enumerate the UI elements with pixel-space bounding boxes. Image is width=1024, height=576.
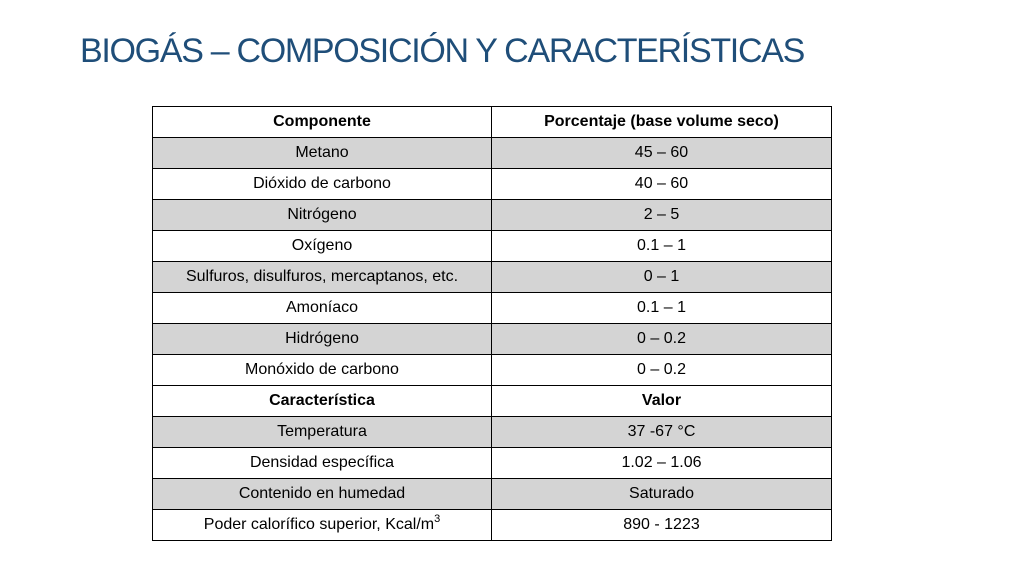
table-row xyxy=(153,200,832,231)
header-cell-characteristic: Característica xyxy=(153,386,492,417)
table-row xyxy=(153,138,832,169)
value-cell: 1.02 – 1.06 xyxy=(492,448,832,479)
characteristic-text: Poder calorífico superior, Kcal/m xyxy=(203,516,435,533)
value-cell: Saturado xyxy=(492,479,832,510)
component-cell: Nitrógeno xyxy=(153,200,492,231)
header-cell-value: Valor xyxy=(492,386,832,417)
table-row xyxy=(153,479,832,510)
percentage-cell: 2 – 5 xyxy=(492,200,832,231)
component-cell: Dióxido de carbono xyxy=(153,169,492,200)
biogas-table xyxy=(152,106,832,541)
characteristic-cell xyxy=(153,510,492,541)
percentage-cell: 0.1 – 1 xyxy=(492,231,832,262)
table-row xyxy=(153,293,832,324)
table-row xyxy=(153,510,832,541)
characteristic-cell: Contenido en humedad xyxy=(153,479,492,510)
composition-header-row xyxy=(153,107,832,138)
table-row xyxy=(153,231,832,262)
percentage-cell: 0 – 0.2 xyxy=(492,324,832,355)
value-cell: 37 -67 °C xyxy=(492,417,832,448)
component-cell: Hidrógeno xyxy=(153,324,492,355)
percentage-cell: 0 – 0.2 xyxy=(492,355,832,386)
component-cell: Monóxido de carbono xyxy=(153,355,492,386)
component-cell: Amoníaco xyxy=(153,293,492,324)
percentage-cell: 0 – 1 xyxy=(492,262,832,293)
percentage-cell: 45 – 60 xyxy=(492,138,832,169)
component-cell: Sulfuros, disulfuros, mercaptanos, etc. xyxy=(153,262,492,293)
slide-title: BIOGÁS – COMPOSICIÓN Y CARACTERÍSTICAS xyxy=(80,32,804,70)
characteristic-cell: Densidad específica xyxy=(153,448,492,479)
header-cell-component: Componente xyxy=(153,107,492,138)
table-row xyxy=(153,324,832,355)
header-cell-percentage: Porcentaje (base volume seco) xyxy=(492,107,832,138)
table-row xyxy=(153,169,832,200)
percentage-cell: 40 – 60 xyxy=(492,169,832,200)
table-row xyxy=(153,355,832,386)
component-cell: Oxígeno xyxy=(153,231,492,262)
superscript-exponent: 3 xyxy=(434,512,441,525)
component-cell: Metano xyxy=(153,138,492,169)
characteristic-cell: Temperatura xyxy=(153,417,492,448)
table-row xyxy=(153,417,832,448)
table-row xyxy=(153,262,832,293)
percentage-cell: 0.1 – 1 xyxy=(492,293,832,324)
value-cell: 890 - 1223 xyxy=(492,510,832,541)
table-row xyxy=(153,448,832,479)
characteristics-header-row xyxy=(153,386,832,417)
